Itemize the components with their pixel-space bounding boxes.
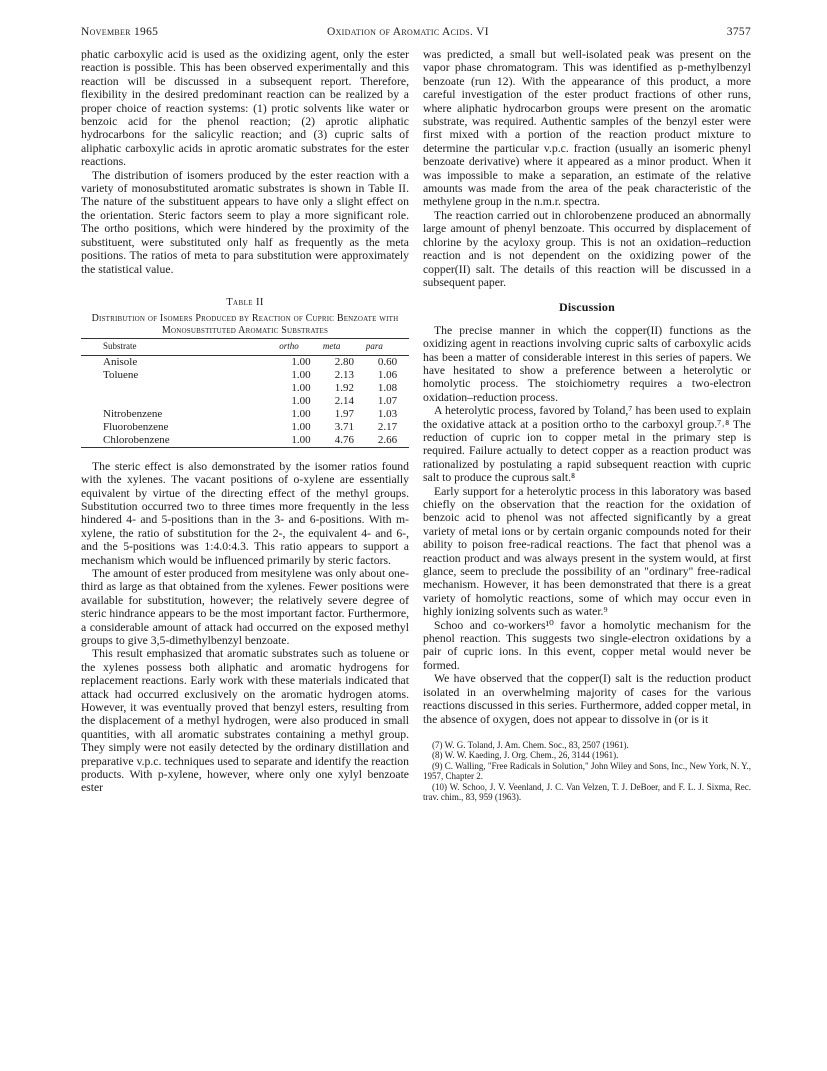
- table-cell: Nitrobenzene: [103, 407, 163, 420]
- table-cell: 2.80: [334, 355, 355, 368]
- table-row: [81, 421, 409, 434]
- paragraph: phatic carboxylic acid is used as the oxidizing agent, only the ester reaction is possible. This has been observed experimentally and this reaction will be discussed in a subsequent report. Therefore, flexibility in the desired predominant reaction can be realized by a proper choice of reaction systems: (1) protic solvents like water or benzoic acid for the phenol reaction; (2) aprotic aliphatic hydrocarbons for the salicylic reaction; and (3) cupric salts of aliphatic carboxylic acids in aprotic aromatic substrates for the ester reactions.: [81, 48, 409, 169]
- table-cell: 1.00: [279, 434, 323, 448]
- footnote: (10) W. Schoo, J. V. Veenland, J. C. Van Velzen, T. J. DeBoer, and F. L. J. Sixma, Rec. trav. chim., 83, 959 (1963).: [423, 781, 751, 803]
- left-column: [81, 48, 409, 795]
- footnote: (7) W. G. Toland, J. Am. Chem. Soc., 83, 2507 (1961).: [432, 739, 629, 750]
- table-cell: 0.60: [377, 355, 398, 368]
- table-row: [81, 408, 409, 421]
- table-row: [81, 355, 409, 369]
- section-heading: Discussion: [558, 300, 616, 315]
- table-cell: 1.97: [334, 407, 355, 420]
- paragraph: Early support for a heterolytic process in this laboratory was based chiefly on the observation that the reaction for the oxidation of benzoic acid to phenol was not affected significantly by a great variety of metal ions or by certain organic compounds noted for their ability to poison free-radical reactions. The fact that phenol was a reaction product and was always present in the system would, at first glance, seem to preclude the possibility of an "ordinary" free-radical mechanism. However, it has been demonstrated that there is a great variety of homolytic reactions, some of which may occur even in highly ionizing solvents such as water.⁹: [423, 484, 751, 619]
- footnote: (9) C. Walling, "Free Radicals in Solution," John Wiley and Sons, Inc., New York, N. Y., 1957, Chapter 2.: [423, 760, 751, 782]
- table-cell: 1.00: [291, 420, 311, 433]
- table-cell: 1.00: [291, 407, 311, 420]
- table-cell: 2.14: [334, 394, 355, 407]
- table-cell: 1.07: [377, 394, 398, 407]
- table-cell: Toluene: [103, 368, 139, 381]
- table-cell: 2.66: [366, 434, 409, 448]
- table-cell: 1.00: [291, 381, 311, 394]
- column-header-para: para: [366, 339, 409, 355]
- table-cell: 1.00: [291, 394, 311, 407]
- paragraph: The precise manner in which the copper(II) functions as the oxidizing agent in reactions involving cupric salts of carboxylic acids has been a matter of considerable interest in this series of papers. We have hesitated to show a preference between a heterolytic or homolytic process. The stoichiometry requires a two-electron oxidation–reduction process.: [423, 323, 751, 404]
- table-row: [81, 434, 409, 448]
- table-ii: [81, 296, 409, 448]
- paragraph: The steric effect is also demonstrated by the isomer ratios found with the xylenes. The vacant positions of o-xylene are essentially equivalent by virtue of the directing effect of the methyl groups. Substitution occurred two to three times more frequently in the less hindered 4- and 5-positions than in the 3- and 6-positions. With m-xylene, the ratio of substitution for the 2-, the equivalent 4- and 6-, and the 5-positions was 1:4.0:4.3. This ratio appears to support a mechanism which would be influenced primarily by steric factors.: [81, 459, 409, 567]
- paragraph: Schoo and co-workers¹⁰ favor a homolytic mechanism for the phenol reaction. This suggests two single-electron oxidations by a pair of cupric ions. In this event, copper metal would never be formed.: [423, 618, 751, 672]
- table-cell: 1.00: [291, 355, 311, 368]
- header-date: November 1965: [81, 26, 159, 38]
- table-title: Distribution of Isomers Produced by Reaction of Cupric Benzoate with Monosubstituted Aromatic Substrates: [91, 313, 399, 336]
- paragraph: The distribution of isomers produced by the ester reaction with a variety of monosubstituted aromatic substrates is shown in Table II. The nature of the substituent appears to have only a slight effect on the orientation. Steric factors seem to play a more significant role. The ortho positions, which were hindered by the proximity of the substituent, were substituted only half as frequently as the meta positions. The ratios of meta to para substitution were approximately the statistical value.: [81, 168, 409, 276]
- column-header-ortho: ortho: [279, 339, 323, 355]
- paragraph: The amount of ester produced from mesitylene was only about one-third as large as that obtained from the xylenes. Fewer positions were available for substitution, however; the relatively severe degree of steric hindrance appears to be the most important factor. Furthermore, a considerable amount of attack had occurred on the exposed methyl groups to give 3,5-dimethylbenzyl benzoate.: [81, 566, 409, 647]
- table-cell: 4.76: [323, 434, 366, 448]
- table-cell: 2.13: [334, 368, 355, 381]
- table-row: [81, 382, 409, 395]
- table-row: [81, 369, 409, 382]
- paragraph: was predicted, a small but well-isolated peak was present on the vapor phase chromatogram. This was identified as p-methylbenzyl benzoate (run 12). With the appearance of this product, a more careful investigation of the ester product fractions of other runs, where aliphatic hydrocarbon groups were present on the aromatic substrate, was required. Authentic samples of the benzyl ester were first mixed with a portion of the reaction product mixture to determine the particular v.p.c. fraction (usually an isomeric phenyl benzoate derivative) where it appeared as a minor product. When it was impossible to make a separation, an estimate of the relative amounts was made from the area of the peak characteristic of the methylene group in the n.m.r. spectra.: [423, 48, 751, 209]
- isomer-table: [81, 338, 409, 447]
- table-cell: 1.92: [334, 381, 355, 394]
- column-header-substrate: Substrate: [81, 339, 279, 355]
- table-row: [81, 395, 409, 408]
- table-cell: 1.08: [377, 381, 398, 394]
- table-cell: 1.06: [377, 368, 398, 381]
- page-number: 3757: [726, 26, 751, 38]
- footnotes: [423, 740, 751, 803]
- right-column: [423, 48, 751, 803]
- footnote: (8) W. W. Kaeding, J. Org. Chem., 26, 3144 (1961).: [432, 750, 619, 761]
- header-title: Oxidation of Aromatic Acids. VI: [327, 26, 489, 38]
- table-cell: [81, 382, 279, 395]
- table-cell: Anisole: [103, 355, 138, 368]
- table-cell: 2.17: [377, 420, 398, 433]
- table-cell: Fluorobenzene: [103, 420, 169, 433]
- table-header-row: [81, 339, 409, 355]
- table-cell: 1.03: [377, 407, 398, 420]
- paragraph: We have observed that the copper(I) salt is the reduction product isolated in an overwhelming majority of cases for the various reactions discussed in this series. Furthermore, added copper metal, in the absence of oxygen, does not appear to dissolve in (or is it: [423, 672, 751, 726]
- table-cell: [81, 395, 279, 408]
- paragraph: This result emphasized that aromatic substrates such as toluene or the xylenes possess both aliphatic and aromatic hydrogens for replacement reactions. Early work with these materials indicated that attack had occurred exclusively on the aromatic hydrogen atoms. However, it was eventually proved that benzyl esters, resulting from the displacement of a methyl hydrogen, were also produced in small quantities, with all aromatic substrates containing a methyl group. They simply were not easily detected by the ordinary distillation and preparative v.p.c. techniques used to separate and identify the reaction products. With p-xylene, however, where only one xylyl benzoate ester: [81, 647, 409, 795]
- column-header-meta: meta: [323, 339, 366, 355]
- table-cell: Chlorobenzene: [81, 434, 279, 448]
- running-header: [81, 26, 751, 42]
- paragraph: A heterolytic process, favored by Toland,⁷ has been used to explain the oxidative attack at a position ortho to the carboxyl group.⁷˒⁸ The reduction of cupric ion to copper metal in the primary step is required. Failure actually to detect copper as a reaction product was rationalized by postulating a rapid subsequent reaction with cupric salt to produce the cuprous salt.⁸: [423, 404, 751, 485]
- paragraph: The reaction carried out in chlorobenzene produced an abnormally large amount of phenyl benzoate. This occurred by displacement of chlorine by the acyloxy group. This is not an oxidation–reduction reaction and is not dependent on the oxidizing power of the copper(II) salt. The details of this reaction will be discussed in a subsequent paper.: [423, 208, 751, 289]
- table-caption: Table II: [226, 296, 264, 308]
- table-cell: 3.71: [334, 420, 355, 433]
- table-cell: 1.00: [291, 368, 311, 381]
